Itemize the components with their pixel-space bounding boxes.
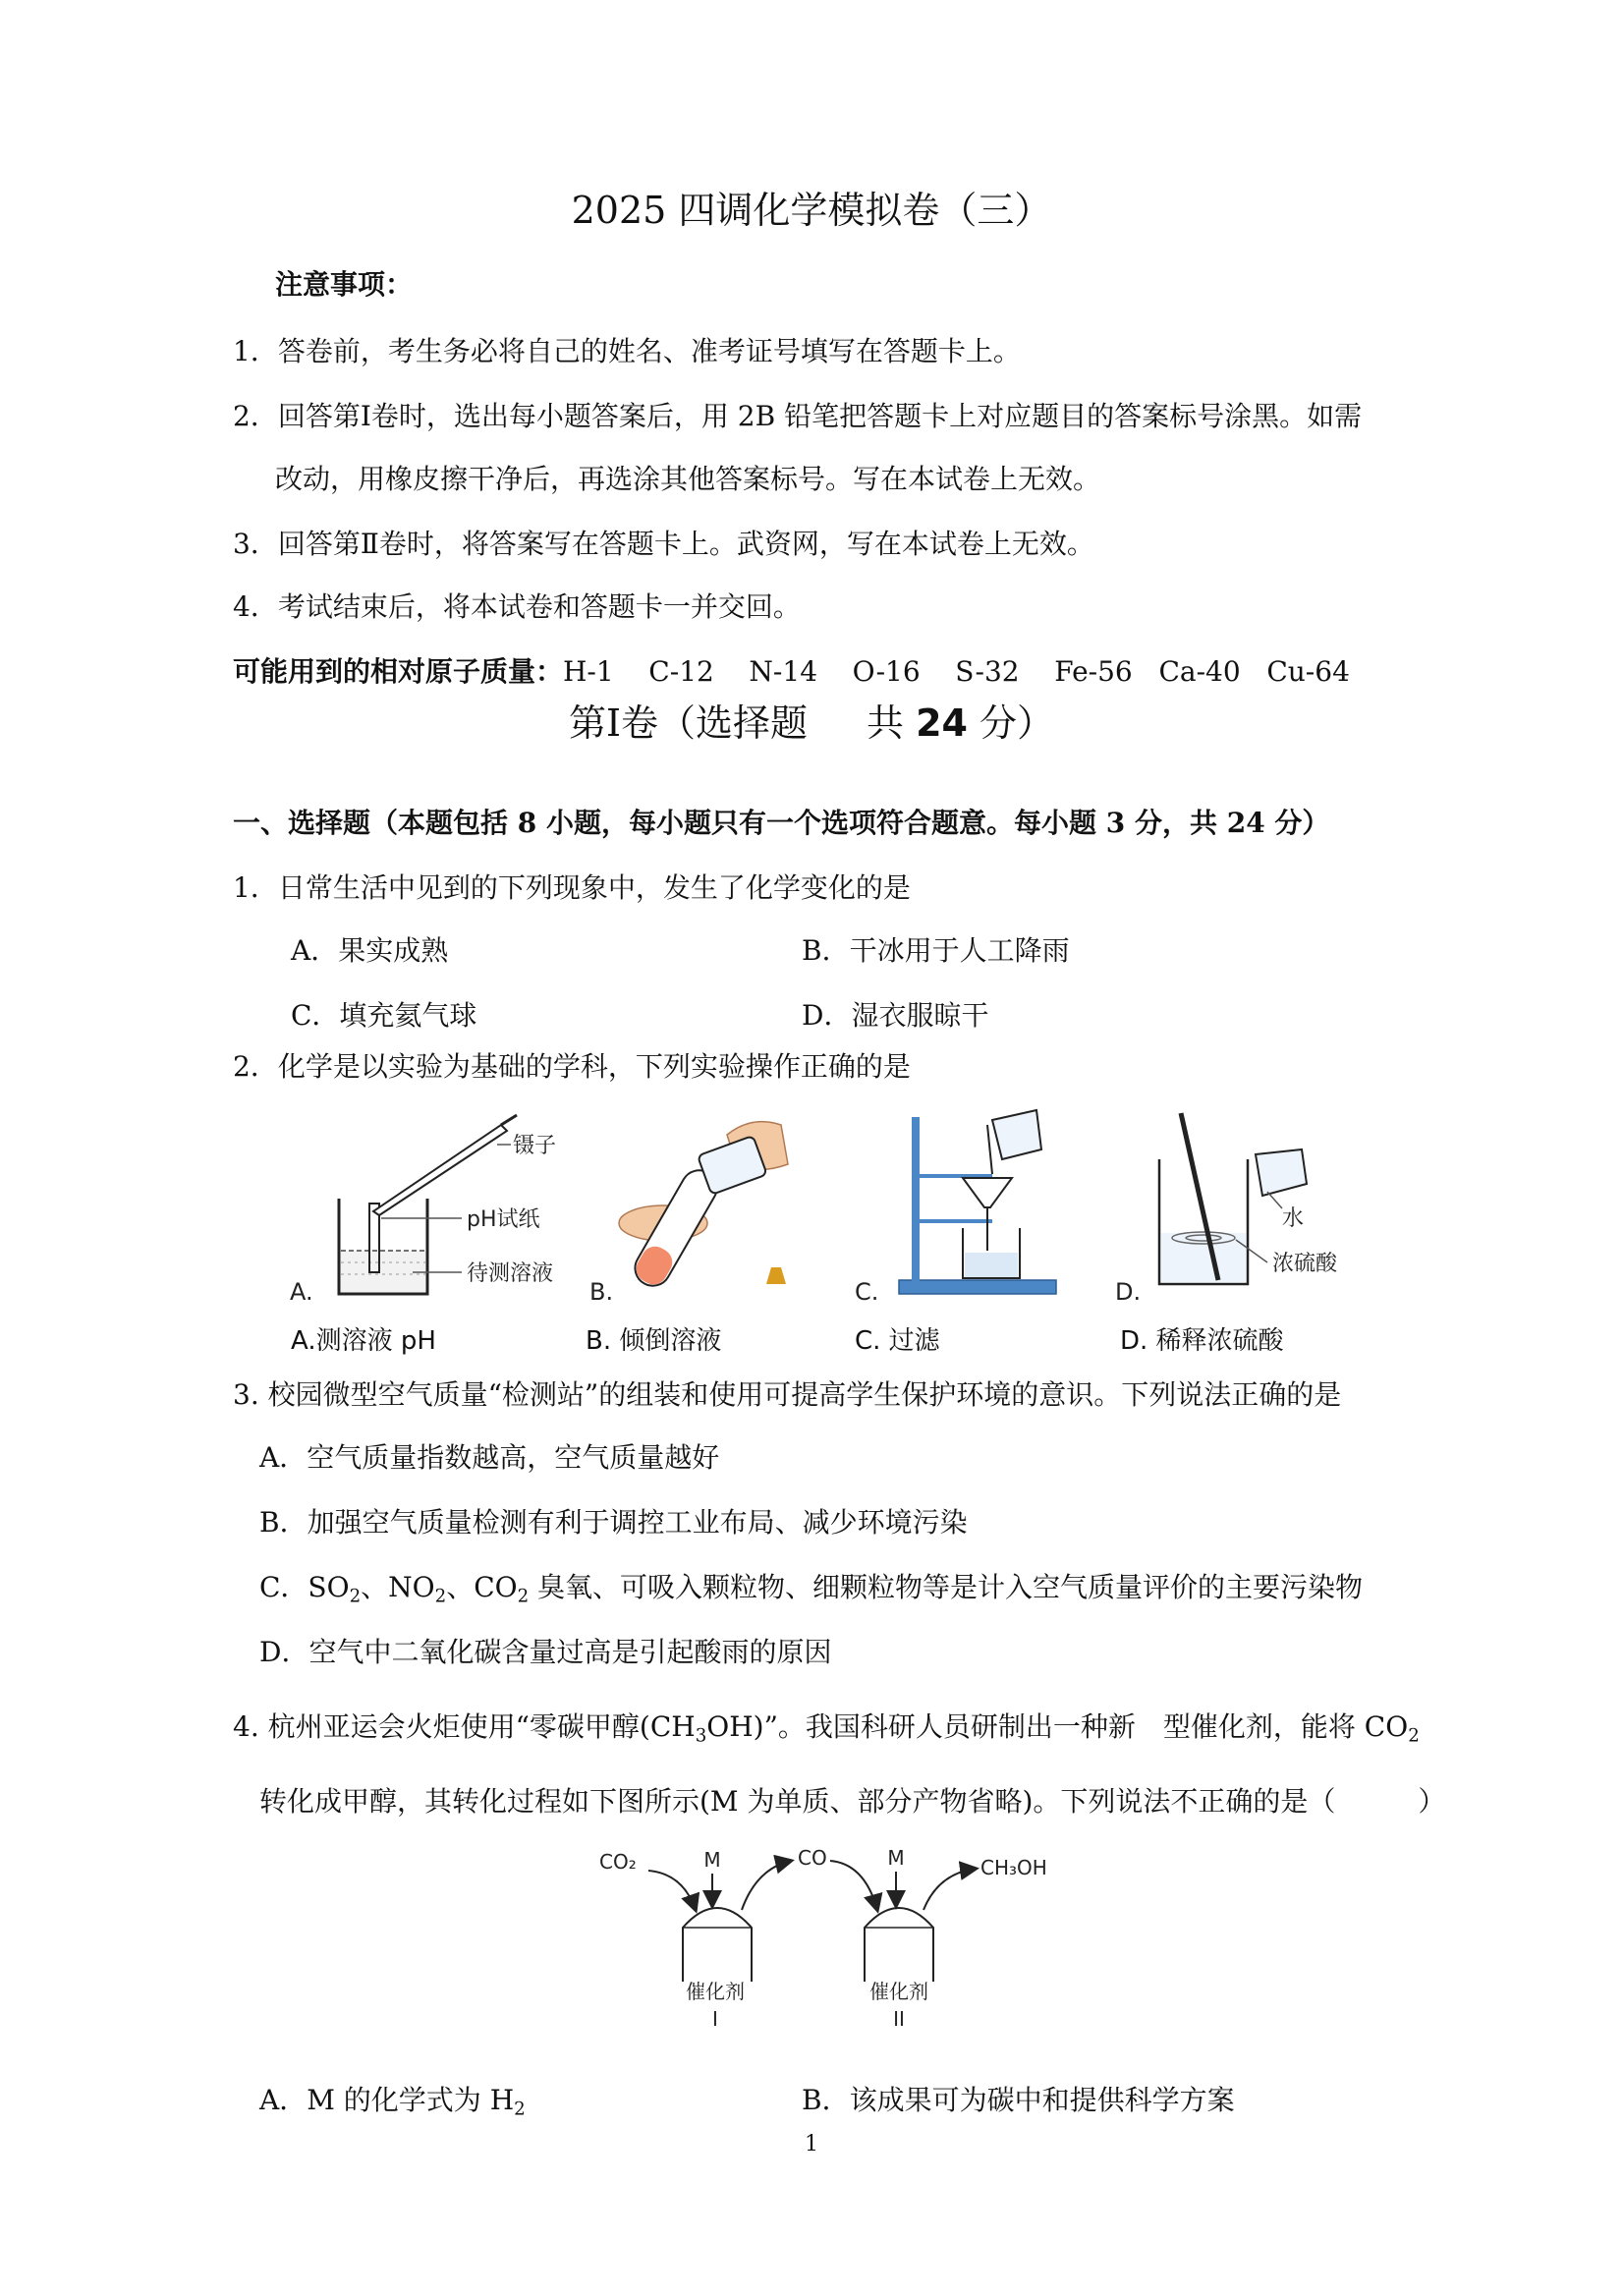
figure-c-letter: C. <box>855 1278 879 1306</box>
q4-option-b: B．该成果可为碳中和提供科学方案 <box>802 2084 1235 2116</box>
label-test-solution: 待测溶液 <box>467 1261 554 1286</box>
note-item-2: 2．回答第Ⅰ卷时，选出每小题答案后，用 2B 铅笔把答题卡上对应题目的答案标号涂黑。如需 <box>233 400 1363 432</box>
note-item-4: 4．考试结束后，将本试卷和答题卡一并交回。 <box>233 590 801 623</box>
figure-d-letter: D. <box>1115 1278 1142 1306</box>
catalyst-1-label: 催化剂 <box>686 1980 745 2003</box>
section-title-score: 24 <box>916 701 968 745</box>
q2-figure-c <box>845 1105 1081 1312</box>
co-label: CO <box>798 1846 827 1870</box>
atomic-masses-label: 可能用到的相对原子质量： <box>233 655 564 688</box>
section-title <box>0 693 1623 747</box>
q1-stem: 1．日常生活中见到的下列现象中，发生了化学变化的是 <box>233 871 911 904</box>
figure-b-letter: B. <box>589 1278 614 1306</box>
q1-option-b: B．干冰用于人工降雨 <box>802 934 1070 967</box>
ch3oh-label: CH₃OH <box>980 1856 1047 1879</box>
q2-caption-c: C. 过滤 <box>855 1326 940 1356</box>
catalyst-2-numeral: II <box>893 2007 905 2031</box>
q2-figure-a <box>275 1105 589 1312</box>
q4-catalyst-diagram <box>589 1839 1081 2036</box>
q3-option-d: D．空气中二氧化碳含量过高是引起酸雨的原因 <box>259 1636 832 1668</box>
page-title: 2025 四调化学模拟卷（三） <box>571 189 1052 232</box>
atomic-masses <box>233 650 1350 690</box>
section-title-prefix: 第Ⅰ卷（选择题 <box>568 701 808 745</box>
q2-figure-b <box>580 1105 825 1312</box>
m-label-2: M <box>887 1846 905 1870</box>
q2-caption-d: D. 稀释浓硫酸 <box>1120 1326 1284 1356</box>
q3-option-a: A．空气质量指数越高，空气质量越好 <box>259 1441 720 1474</box>
q4-option-a: A．M 的化学式为 $H_2$ <box>259 2084 526 2120</box>
label-ph-paper: pH试纸 <box>467 1207 540 1232</box>
catalyst-2-label: 催化剂 <box>869 1980 928 2003</box>
label-conc-acid: 浓硫酸 <box>1272 1252 1338 1276</box>
section-title-suffix: 分） <box>979 701 1055 745</box>
co2-label: CO₂ <box>599 1850 637 1874</box>
q4-stem-line1: 4. 杭州亚运会火炬使用“零碳甲醇$(CH_3OH)$”。我国科研人员研制出一种新 型催化剂，能将 $CO_2$ <box>233 1710 1420 1747</box>
q3-option-b: B．加强空气质量检测有利于调控工业布局、减少环境污染 <box>259 1506 968 1539</box>
notes-heading: 注意事项： <box>275 268 414 301</box>
q4-stem-line2: 转化成甲醇，其转化过程如下图所示(M 为单质、部分产物省略)。下列说法不正确的是（ ） <box>259 1785 1446 1818</box>
q1-option-c: C．填充氦气球 <box>291 999 477 1032</box>
q2-caption-a: A.测溶液 pH <box>291 1326 436 1356</box>
q2-figure-d <box>1110 1105 1385 1312</box>
q3-stem: 3. 校园微型空气质量“检测站”的组装和使用可提高学生保护环境的意识。下列说法正确的是 <box>233 1378 1342 1411</box>
q1-option-d: D．湿衣服晾干 <box>802 999 989 1032</box>
q1-option-a: A．果实成熟 <box>291 934 449 967</box>
note-item-2-cont: 改动，用橡皮擦干净后，再选涂其他答案标号。写在本试卷上无效。 <box>275 463 1101 495</box>
note-item-3: 3．回答第Ⅱ卷时，将答案写在答题卡上。武资网，写在本试卷上无效。 <box>233 528 1094 560</box>
label-water: 水 <box>1282 1206 1305 1231</box>
m-label-1: M <box>703 1848 721 1872</box>
q2-caption-b: B. 倾倒溶液 <box>586 1326 722 1356</box>
q3-option-c: C．$SO_2$、$NO_2$、$CO_2$ 臭氧、可吸入颗粒物、细颗粒物等是计入空气质量评价的主要污染物 <box>259 1571 1364 1607</box>
label-tweezers: 镊子 <box>513 1134 557 1158</box>
figure-a-letter: A. <box>290 1278 313 1306</box>
part-one-heading: 一、选择题（本题包括 8 小题，每小题只有一个选项符合题意。每小题 3 分，共 24 分） <box>233 807 1330 839</box>
catalyst-1-numeral: I <box>712 2007 718 2031</box>
section-title-middle: 共 <box>866 701 904 745</box>
note-item-1: 1．答卷前，考生务必将自己的姓名、准考证号填写在答题卡上。 <box>233 335 1021 367</box>
page-number: 1 <box>805 2132 818 2156</box>
q2-stem: 2．化学是以实验为基础的学科，下列实验操作正确的是 <box>233 1050 911 1083</box>
atomic-masses-values: H-1 C-12 N-14 O-16 S-32 Fe-56 Ca-40 Cu-64 <box>563 655 1350 688</box>
